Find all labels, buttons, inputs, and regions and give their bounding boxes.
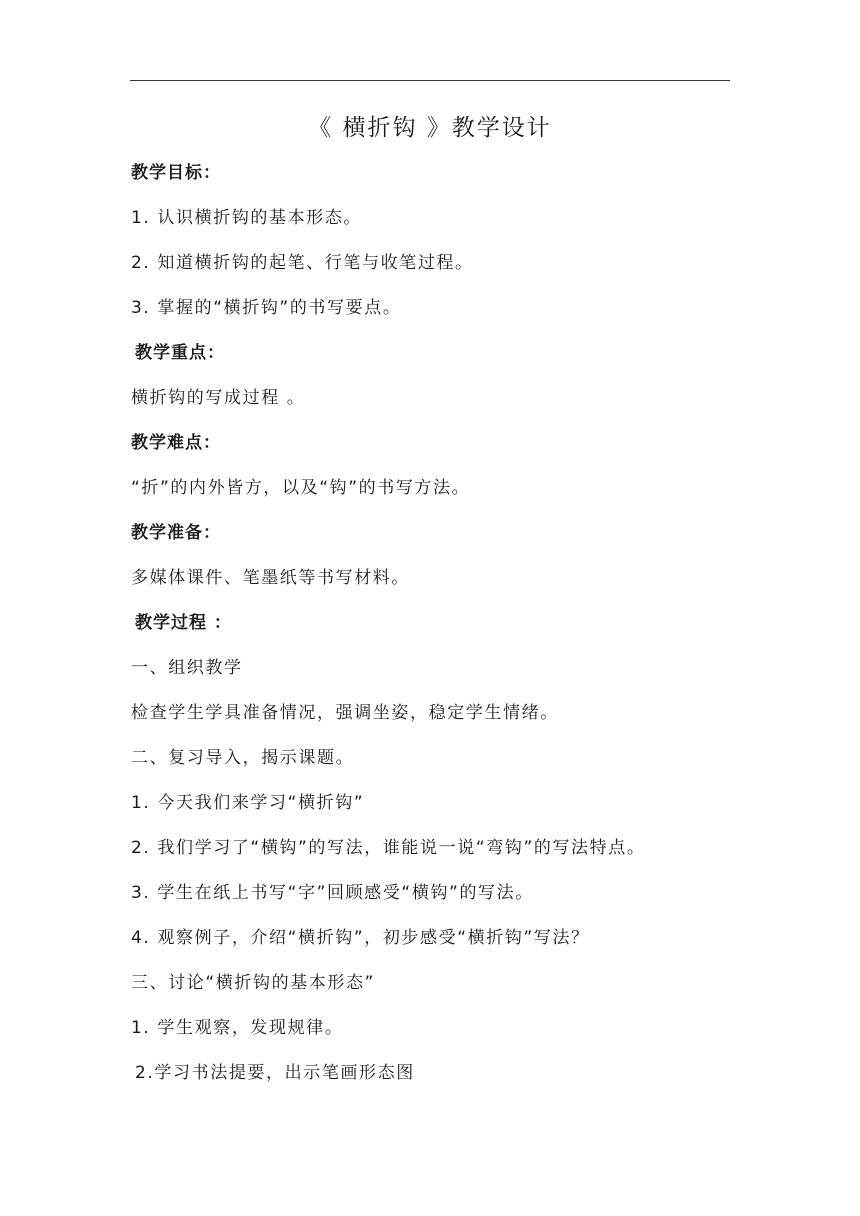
preparation-heading: 教学准备： (131, 523, 221, 543)
process-line: 二、复习导入，揭示课题。 (131, 748, 355, 768)
key-points-heading: 教学重点： (135, 343, 225, 363)
goal-item: 2. 知道横折钩的起笔、行笔与收笔过程。 (131, 253, 474, 273)
process-line: 3. 学生在纸上书写“字”回顾感受“横钩”的写法。 (131, 883, 534, 903)
header-rule (130, 80, 730, 81)
key-points-text: 横折钩的写成过程 。 (131, 388, 306, 408)
document-title: 《 横折钩 》教学设计 (308, 115, 552, 141)
process-line: 检查学生学具准备情况，强调坐姿，稳定学生情绪。 (131, 703, 559, 723)
process-line: 一、组织教学 (131, 658, 243, 678)
process-line: 1. 今天我们来学习“横折钩” (131, 793, 365, 813)
process-line: 1. 学生观察，发现规律。 (131, 1018, 344, 1038)
goals-heading: 教学目标： (131, 163, 221, 183)
process-heading: 教学过程 ： (135, 613, 232, 633)
goal-item: 3. 掌握的“横折钩”的书写要点。 (131, 298, 402, 318)
process-line: 4. 观察例子，介绍“横折钩”，初步感受“横折钩”写法？ (131, 928, 590, 948)
difficulty-text: “折”的内外皆方，以及“钩”的书写方法。 (131, 478, 471, 498)
process-line: 2.学习书法提要，出示笔画形态图 (135, 1063, 415, 1083)
goal-item: 1. 认识横折钩的基本形态。 (131, 208, 363, 228)
difficulty-heading: 教学难点： (131, 433, 221, 453)
process-line: 三、讨论“横折钩的基本形态” (131, 973, 376, 993)
preparation-text: 多媒体课件、笔墨纸等书写材料。 (131, 568, 410, 588)
process-line: 2. 我们学习了“横钩”的写法，谁能说一说“弯钩”的写法特点。 (131, 838, 646, 858)
